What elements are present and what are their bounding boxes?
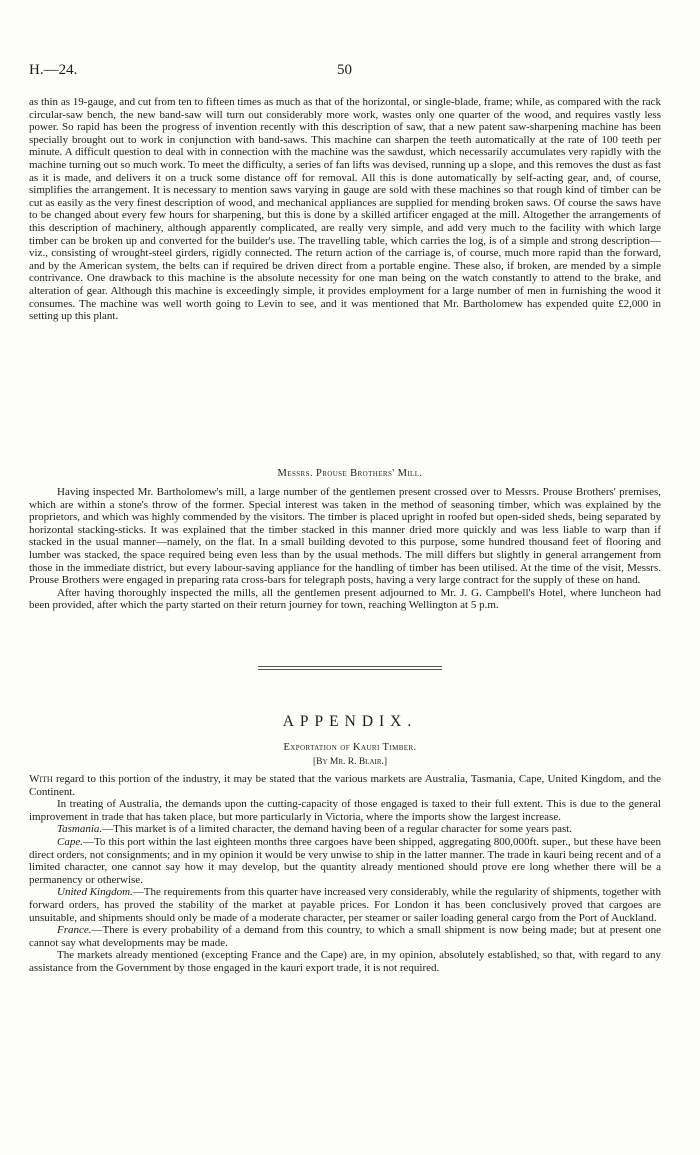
market-heading: Tasmania.: [57, 823, 103, 836]
paragraph: [29, 949, 661, 974]
paragraph-text: The markets already mentioned (excepting France and the Cape) are, in my opinion, absolutely established, so that, with regard to any assistance from the Government by those engaged in the kauri export trade, it is not required.: [29, 949, 661, 974]
paragraph: After having thoroughly inspected the mills, all the gentlemen present adjourned to Mr. J. G. Campbell's Hotel, where luncheon had been provided, after which the party started on their return journey for town, reaching Wellington at 5 p.m.: [29, 586, 661, 612]
lead-word: With: [29, 773, 53, 785]
continued-text-block: [29, 96, 661, 323]
paragraph: [29, 798, 661, 823]
market-heading: United Kingdom.: [57, 886, 133, 899]
paragraph: [29, 773, 661, 798]
document-reference: H.—24.: [29, 62, 78, 78]
paragraph-text: —To this port within the last eighteen months three cargoes have been shipped, aggregating 800,000ft. super., but these have been direct orders, not consignments; and in my opinion it would be very unwise to ship in the latter manner. The trade in kauri being recent and of a limited character, one cannot say how it may develop, but the quantity already mentioned should prove ere long whether there will be a permanency or otherwise.: [29, 835, 661, 886]
paragraph-text: In treating of Australia, the demands upon the cutting-capacity of those engaged is taxed to their full extent. This is due to the general improvement in trade that has taken place, but more particularly in Victoria, where the imports show the largest increase.: [29, 798, 661, 823]
paragraph: Having inspected Mr. Bartholomew's mill, a large number of the gentlemen present crossed over to Messrs. Prouse Brothers' premises, which are within a stone's throw of the former. Special interest was taken in the method of seasoning timber, which was explained by the proprietors, and which was highly commended by the visitors. The timber is placed upright in roofed but open-sided sheds, being separated by horizontal stacking-sticks. It was explained that the timber stacked in this manner dried more quickly and was less liable to warp than if stacked in the usual manner—namely, on the flat. In a small building devoted to this purpose, some hundred thousand feet of flooring and lumber was stacked, the space required being even less than by the usual methods. The mill differs but slightly in general arrangement from those in the immediate district, but every labour-saving appliance for the handling of timber has been utilised. At the time of the visit, Messrs. Prouse Brothers were engaged in preparing rata cross-bars for telegraph posts, having a very large contract for the supply of these on hand.: [29, 486, 661, 587]
paragraph-text: —This market is of a limited character, the demand having been of a regular character for some years past.: [102, 823, 573, 836]
appendix-text-block: [29, 773, 661, 975]
paragraph: [29, 886, 661, 924]
divider-rule: [258, 669, 442, 670]
paragraph: [29, 823, 661, 836]
paragraph-text: regard to this portion of the industry, it may be stated that the various markets are Australia, Tasmania, Cape, United Kingdom, and the Continent.: [29, 773, 661, 798]
paragraph-text: —The requirements from this quarter have increased very considerably, while the regularity of shipments, together with forward orders, has proved the stability of the market at payable prices. For London it has been conclusively proved that cargoes are unsuitable, and shipments should only be made of a moderate character, per steamer or sailer loading general cargo from the Port of Auckland.: [29, 886, 661, 924]
market-heading: Cape.: [57, 835, 83, 848]
appendix-title: APPENDIX.: [282, 713, 418, 730]
divider-rule: [258, 666, 442, 667]
paragraph-text: —There is every probability of a demand from this country, to which a small shipment is now being made; but at present one cannot say what developments may be made.: [29, 924, 661, 949]
page-number: 50: [337, 62, 352, 78]
paragraph: [29, 924, 661, 949]
section-heading: Messrs. Prouse Brothers' Mill.: [277, 468, 423, 479]
appendix-byline: [By Mr. R. Blair.]: [312, 757, 388, 767]
market-heading: France.: [57, 924, 92, 937]
appendix-subtitle: Exportation of Kauri Timber.: [283, 742, 417, 753]
prouse-mill-text-block: [29, 486, 661, 612]
paragraph: as thin as 19-gauge, and cut from ten to fifteen times as much as that of the horizontal, or single-blade, frame; while, as compared with the rack circular-saw bench, the new band-saw will turn out considerably more work, wastes only one quarter of the wood, and requires vastly less power. So rapid has been the progress of invention recently with this description of saw, that a new patent saw-sharpening machine has been specially brought out to work in conjunction with band-saws. This machine can sharpen the teeth automatically at the rate of 100 teeth per minute. A difficult question to deal with in connection with the machine was the sawdust, which necessarily accumulates very rapidly with the machine turning out so much work. To meet the difficulty, a series of fan lifts was devised, running up a slope, and this removes the dust as fast as it is made, and delivers it on a truck some distance off for removal. All this is done automatically by self-acting gear, and, of course, simplifies the arrangement. It is necessary to mention saws varying in gauge are sold with these machines so that rough kind of timber can be cut as easily as the very finest description of wood, and mechanical appliances are supplied for mending broken saws. Of course the saws have to be changed about every few hours for sharpening, but this is done by a skilled artificer engaged at the mill. Altogether the arrangements of this description of machinery, although apparently complicated, are really very simple, and add very much to the facility with which large timber can be broken up and converted for the builder's use. The travelling table, which carries the log, is of a simple and strong description—viz., consisting of wrought-steel girders, rigidly connected. The return action of the carriage is, of course, much more rapid than the forward, and by the American system, the belts can if required be driven direct from a portable engine. These also, if broken, are mended by a simple contrivance. One drawback to this machine is the absolute necessity for one man being on the watch constantly to attend to the brake, and alteration of gear. Although this machine is exceedingly simple, it provides employment for a large number of men in furnishing the wood it consumes. The machine was well worth going to Levin to see, and it was mentioned that Mr. Bartholomew has expended quite £2,000 in setting up this plant.: [29, 96, 661, 323]
page-header: [29, 62, 661, 82]
paragraph: [29, 836, 661, 886]
